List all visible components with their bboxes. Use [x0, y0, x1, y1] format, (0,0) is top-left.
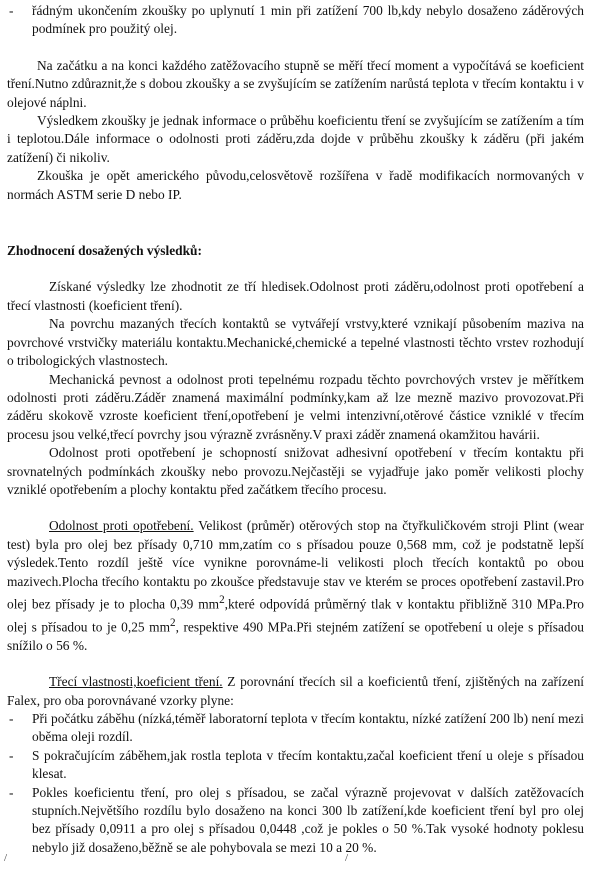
- list-item-friction-2: - S pokračujícím záběhem,jak rostla teplota v třecím kontaktu,začal koeficient tření u oleje s přísadou klesat.: [7, 747, 584, 784]
- paragraph-intro-3: Zkouška je opět amerického původu,celosvětově rozšířena v řadě modifikacích normovaných v normách ASTM serie D nebo IP.: [7, 168, 584, 202]
- list-item-test-end: - řádným ukončením zkoušky po uplynutí 1 min při zatížení 700 lb,kdy nebylo dosaženo záděrových podmínek pro použitý olej.: [7, 2, 584, 39]
- paragraph-wear-resistance: [7, 517, 584, 655]
- friction-text: Z porovnání třecích sil a koeficientů tření, zjištěných na zařízení Falex, pro oba porovnávané vzorky plyne:: [7, 674, 584, 708]
- paragraph-eval-1: Získané výsledky lze zhodnotit ze tří hledisek.Odolnost proti záděru,odolnost proti opotřebení a třecí vlastnosti (koeficient tření).: [7, 279, 584, 313]
- wear-sup-2: 2: [170, 616, 176, 629]
- paragraph-eval-3: Mechanická pevnost a odolnost proti tepelnému rozpadu těchto povrchových vrstev je měřítkem odolnosti proti záděru.Záděr znamená maximální podmínky,kam až lze mezně mazivo provozovat.Při záděru skokově vzroste koeficient tření,opotřebení je velmi intenzivní,otěrové částice vzniklé v třecím procesu jsou velké,třecí povrchy jsou výrazně zvrásněny.V praxi záděr znamená okamžitou havárii.: [7, 371, 584, 442]
- list-item-friction-3: - Pokles koeficientu tření, pro olej s přísadou, se začal výrazně projevovat v dalších zatěžovacích stupních.Největšího rozdílu bylo dosaženo na konci 300 lb zatížení,kde koeficient tření byl pro olej bez přísady 0,0911 a pro olej s přísadou 0,0448 ,což je pokles o 50 %.Tak vysoké hodnoty poklesu nebylo již dosaženo,běžně se ale pohybovala se mezi 10 a 20 %.: [7, 784, 584, 858]
- paragraph-eval-2: Na povrchu mazaných třecích kontaktů se vytvářejí vrstvy,které vznikají působením maziva na povrchové vrstvičky materiálu kontaktu.Mechanické,chemické a tepelné vlastnosti těchto vrstev rozhodují o tribologických vlastnostech.: [7, 316, 584, 369]
- scan-mark-middle: /: [345, 851, 349, 864]
- paragraph-intro-1: Na začátku a na konci každého zatěžovacího stupně se měří třecí moment a vypočítává se koeficient tření.Nutno zdůraznit,že s dobou zkoušky a se zvyšujícím se zatížením narůstá teplota v třecím kontaktu i v olejové náplni.: [7, 57, 584, 110]
- wear-text-a: Velikost (průměr) otěrových stop na čtyřkuličkovém stroji Plint (wear test) byla pro olej bez přísady 0,710 mm,zatím co s přísadou pouze 0,568 mm, což je podstatně lepší výsledek.Tento rozdíl ještě více vynikne porovnáme-li velikosti ploch třecích kontaktů po obou mazivech.Plocha třecího kontaktu po zkoušce představuje stav ve kterém se proces opotřebení zastavil.Pro olej bez přísady je to plocha 0,39 mm: [7, 518, 584, 612]
- friction-title: Třecí vlastnosti,koeficient tření.: [49, 674, 223, 690]
- section-heading-results: Zhodnocení dosažených výsledků:: [7, 243, 202, 259]
- wear-text-b: ,které odpovídá průměrný tlak v kontaktu přibližně 310 MPa.Pro olej s přísadou to je 0,25 mm: [7, 596, 584, 635]
- wear-text-c: , respektive 490 MPa.Při stejném zatížení se opotřebení u oleje s přísadou snížilo o 56 %.: [7, 619, 584, 653]
- wear-sup-1: 2: [219, 593, 225, 606]
- list-item-friction-1: - Při počátku záběhu (nízká,téměř laboratorní teplota v třecím kontaktu, nízké zatížení 200 lb) není mezi oběma oleji rozdíl.: [7, 710, 584, 747]
- paragraph-intro-2: Výsledkem zkoušky je jednak informace o průběhu koeficientu tření se zvyšujícím se zatížením a tím i teplotou.Dále informace o odolnosti proti záděru,zda dojde v průběhu zkoušky k záděru (při jakém zatížení) či nikoliv.: [7, 113, 584, 165]
- paragraph-friction: [7, 673, 584, 710]
- wear-resistance-title: Odolnost proti opotřebení.: [49, 518, 194, 534]
- scan-mark-left: /: [4, 851, 8, 864]
- paragraph-eval-4: Odolnost proti opotřebení je schopností snižovat adhesivní opotřebení v třecím kontaktu při srovnatelných podmínkách zkoušky nebo provozu.Nejčastěji se vyjadřuje jako poměr velikosti plochy vzniklé opotřebením a plochy kontaktu před začátkem třecího procesu.: [7, 445, 584, 497]
